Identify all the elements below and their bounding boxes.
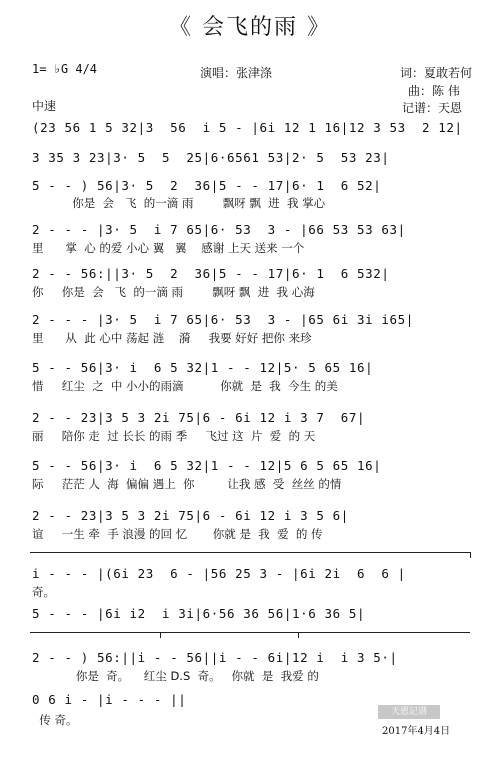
volta-bracket-line (30, 632, 470, 633)
notation-row: 0 6 i - |i - - - || (32, 692, 187, 707)
lyric-row: 你 你是 会 飞 的一滴 雨 飘呀 飘 进 我 心海 (32, 285, 315, 299)
lyric-row: 际 茫茫 人 海 偏偏 遇上 你 让我 感 受 丝丝 的情 (32, 477, 342, 491)
singer-credit: 演唱：张津涤 (200, 66, 273, 80)
volta-bracket-mark (298, 632, 299, 638)
notation-row: 2 - - - |3· 5 i 7 65|6· 53 3 - |66 53 53 63| (32, 222, 406, 237)
notation-row: (23 56 1 5 32|3 56 i 5 - |6i 12 1 16|12 3 53 2 12| (32, 120, 463, 135)
lyric-row: 传 奇。 (32, 713, 78, 727)
notation-row: 2 - - - |3· 5 i 7 65|6· 53 3 - |65 6i 3i i65| (32, 312, 414, 327)
lyric-row: 你是 会 飞 的一滴 雨 飘呀 飘 进 我 掌心 (32, 196, 326, 210)
lyric-row: 里 从 此 心中 荡起 涟 漪 我要 好好 把你 来珍 (32, 331, 312, 345)
volta-bracket-line (30, 552, 470, 553)
notation-row: 2 - - 23|3 5 3 2i 75|6 - 6i 12 i 3 5 6| (32, 508, 349, 523)
key-signature: 1= ♭G 4/4 (32, 62, 98, 76)
composer-credit: 曲：陈 伟 (408, 84, 460, 98)
tempo-marking: 中速 (32, 99, 57, 113)
notation-row: i - - - |(6i 23 6 - |56 25 3 - |6i 2i 6 6 | (32, 566, 406, 581)
notation-row: 2 - - 23|3 5 3 2i 75|6 - 6i 12 i 3 7 67| (32, 410, 366, 425)
notation-row: 5 - - ) 56|3· 5 2 36|5 - - 17|6· 1 6 52| (32, 178, 382, 193)
lyric-row: 谊 一生 牵 手 浪漫 的回 忆 你就 是 我 爱 的 传 (32, 527, 323, 541)
notation-row: 5 - - 56|3· i 6 5 32|1 - - 12|5 6 5 65 16| (32, 458, 382, 473)
volta-bracket-mark (160, 632, 161, 638)
lyric-row: 奇。 (32, 585, 55, 599)
lyric-row: 丽 陪你 走 过 长长 的雨 季 飞过 这 片 爱 的 天 (32, 429, 316, 443)
notation-row: 3 35 3 23|3· 5 5 25|6·6561 53|2· 5 53 23| (32, 150, 390, 165)
lyric-row: 你是 奇。 红尘 D.S 奇。 你就 是 我爱 的 (32, 669, 319, 683)
notation-row: 2 - - ) 56:||i - - 56||i - - 6i|12 i i 3 5·| (32, 650, 398, 665)
notator-stamp: 天恩记谱 (378, 705, 440, 719)
lyricist-credit: 词：夏敢若何 (400, 66, 473, 80)
song-title: 《 会飞的雨 》 (169, 15, 331, 40)
date-label: 2017年4月4日 (382, 726, 451, 737)
notation-row: 5 - - - |6i i2 i 3i|6·56 36 56|1·6 36 5| (32, 606, 366, 621)
notator-credit: 记谱：天恩 (402, 101, 463, 115)
volta-bracket-end (470, 552, 471, 558)
notation-row: 5 - - 56|3· i 6 5 32|1 - - 12|5· 5 65 16| (32, 360, 374, 375)
lyric-row: 里 掌 心 的爱 小心 翼 翼 感谢 上天 送来 一个 (32, 241, 305, 255)
lyric-row: 惜 红尘 之 中 小小的雨滴 你就 是 我 今生 的美 (32, 379, 338, 393)
notation-row: 2 - - 56:||3· 5 2 36|5 - - 17|6· 1 6 532| (32, 266, 390, 281)
